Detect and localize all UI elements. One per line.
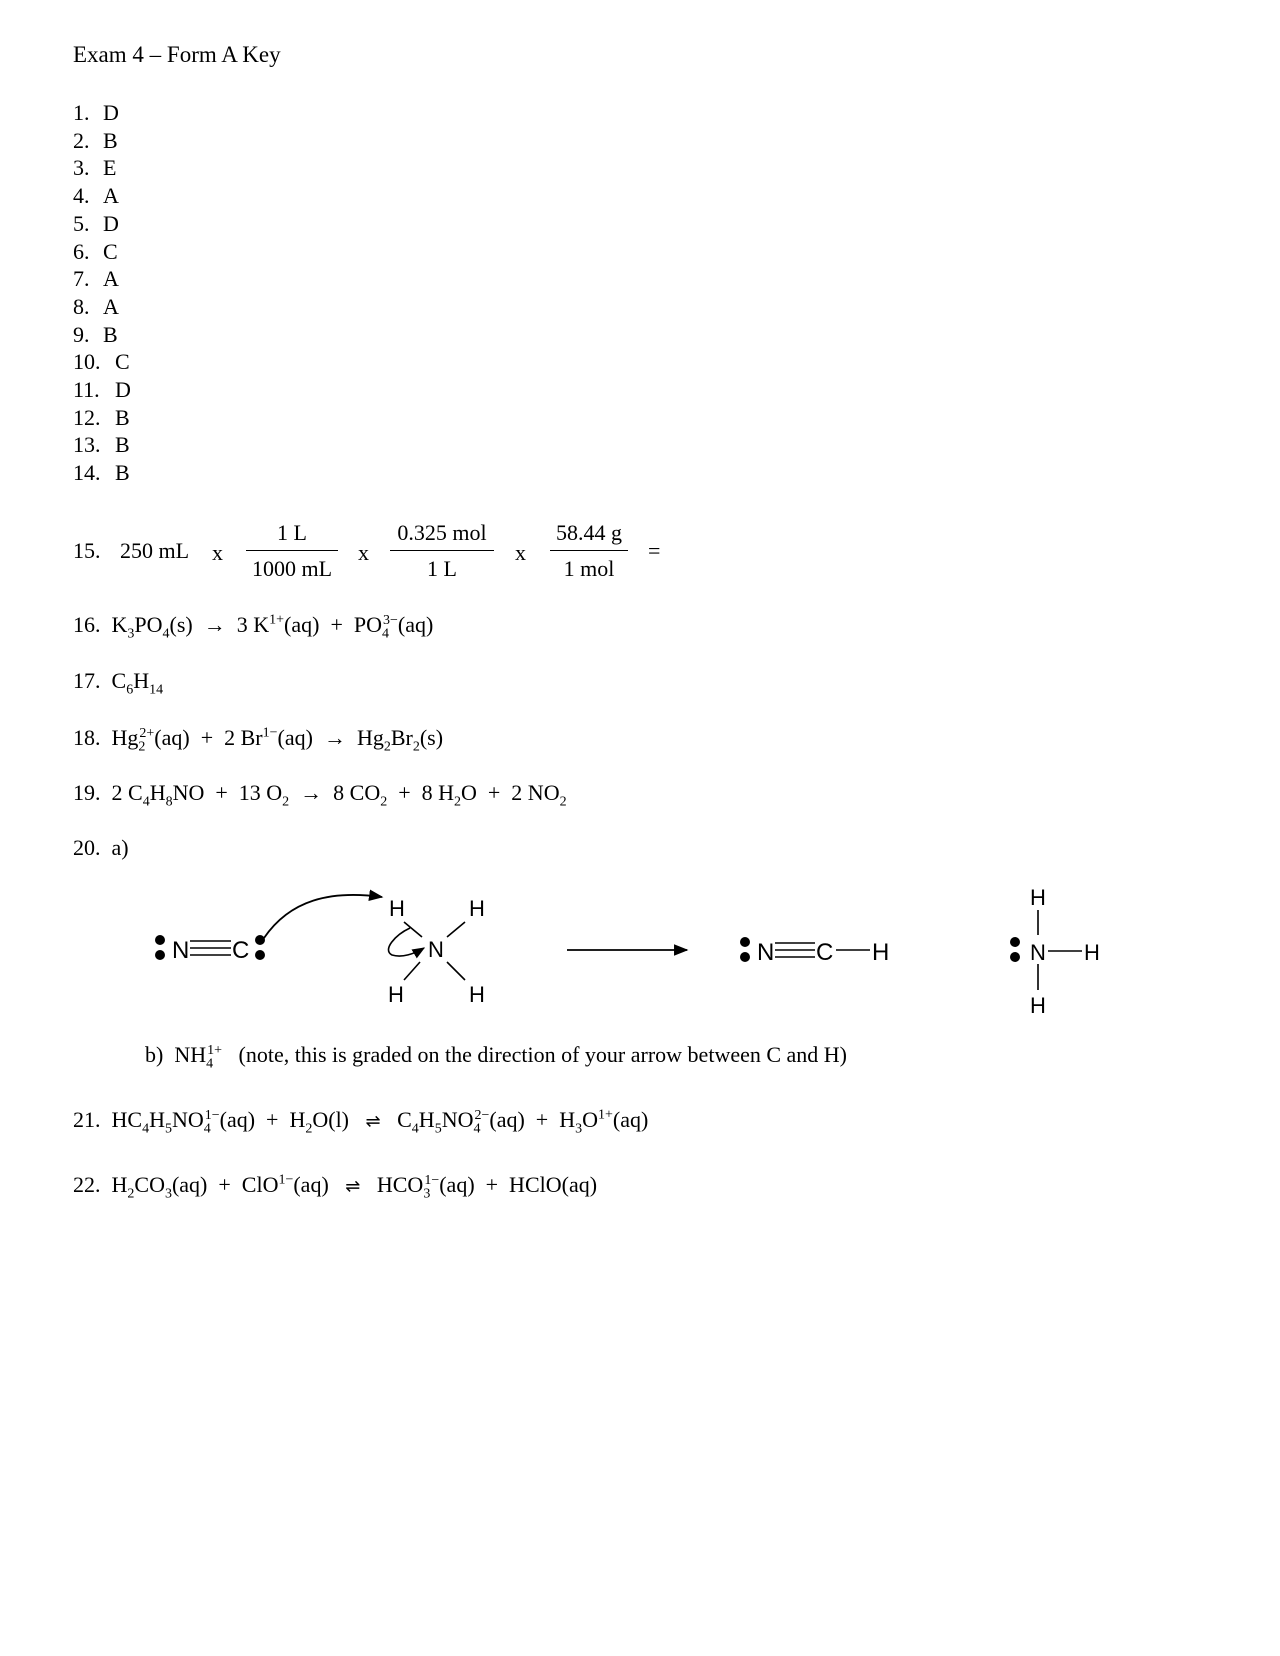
fraction-numerator: 0.325 mol (390, 520, 494, 551)
hydrogen-atom: H (1030, 993, 1046, 1018)
answer-item (73, 157, 116, 179)
ammonium-ion (388, 896, 485, 1007)
question-number: 12. (73, 404, 101, 430)
question-number: 16. (73, 612, 101, 637)
equation: $K_3PO_4(s) \to 3$ $K^{1+}(aq) + PO_4^{3-}(aq)$ (111, 612, 434, 642)
answer-item (73, 321, 118, 347)
fraction-numerator: 58.44 g (550, 520, 628, 551)
answer-item (73, 379, 131, 401)
question-number: 15. (73, 538, 101, 563)
nitrogen-atom: N (1030, 940, 1046, 965)
part-b-label: b) (145, 1042, 164, 1067)
equation: $HC_4H_5NO_4^{1-}(aq) + H_2O(l)$ ⇌ $C_4H_5NO_4^{2-}(aq) + H_3O^{1+}(aq)$ (111, 1107, 649, 1137)
nitrogen-atom: N (172, 937, 190, 964)
fraction-denominator: 1 L (427, 556, 457, 581)
question-number: 18. (73, 725, 101, 750)
fraction-denominator: 1000 mL (251, 556, 333, 581)
question-number: 1. (73, 100, 90, 125)
question-number: 7. (73, 266, 90, 292)
fraction-denominator: 1 mol (563, 556, 615, 581)
answer-letter: B (103, 127, 118, 153)
grading-note: (note, this is graded on the direction of your arrow between C and H) (238, 1042, 848, 1067)
hydrogen-atom: H (389, 896, 405, 921)
answer-letter: B (115, 460, 130, 486)
question-20 (73, 835, 129, 861)
times-sign: x (358, 540, 369, 565)
hydrogen-atom: H (1084, 940, 1100, 965)
answer-letter: C (115, 349, 130, 375)
question-17 (73, 668, 164, 698)
answer-item (73, 434, 130, 456)
hydrogen-atom: H (469, 982, 485, 1007)
answer-formula: $NH_4^{1+}$ (174, 1042, 223, 1072)
cyanide-ion (155, 935, 265, 964)
answer-item (73, 102, 119, 124)
question-number: 13. (73, 432, 101, 458)
question-number: 19. (73, 780, 101, 805)
question-number: 5. (73, 210, 90, 236)
equation: 2 $C_4H_8NO + 13$ $O_2 \to 8$ $CO_2 + 8$ $H_2O + 2$ $NO_2$ (111, 780, 567, 810)
curved-arrow-icon (264, 895, 382, 938)
question-number: 20. (73, 835, 101, 860)
question-18 (73, 725, 444, 755)
question-19 (73, 780, 567, 810)
question-number: 14. (73, 460, 101, 486)
question-number: 10. (73, 349, 101, 375)
page-title: Exam 4 – Form A Key (73, 42, 281, 67)
start-quantity: 250 mL (120, 538, 190, 563)
answer-item (73, 185, 119, 207)
answer-item (73, 127, 118, 153)
question-21 (73, 1107, 649, 1137)
ammonia (1010, 885, 1100, 1018)
question-number: 11. (73, 377, 100, 402)
carbon-atom: C (816, 939, 834, 966)
question-number: 2. (73, 127, 90, 153)
answer-item (73, 238, 118, 264)
question-number: 17. (73, 668, 101, 693)
question-20-part-b (145, 1042, 848, 1072)
conversion-factor-2 (390, 520, 494, 582)
answer-letter: A (103, 293, 119, 319)
question-number: 21. (73, 1107, 101, 1132)
times-sign: x (212, 540, 223, 565)
question-16 (73, 612, 434, 642)
equation: $Hg_2^{2+}(aq) + 2$ $Br^{1-}(aq) \to Hg_2Br_2(s)$ (111, 725, 444, 755)
answer-letter: C (103, 238, 118, 264)
question-number: 9. (73, 321, 90, 347)
hydrogen-atom: H (1030, 885, 1046, 910)
answer-letter: B (115, 432, 130, 458)
question-number: 4. (73, 183, 90, 209)
conversion-factor-1 (246, 520, 338, 582)
answer-letter: E (103, 155, 117, 181)
answer-item (73, 268, 119, 290)
hydrogen-atom: H (469, 896, 485, 921)
conversion-factor-3 (550, 520, 628, 582)
answer-letter: D (103, 100, 119, 125)
question-22 (73, 1172, 598, 1202)
answer-item (73, 210, 119, 236)
hydrogen-atom: H (872, 939, 890, 966)
question-number: 6. (73, 238, 90, 264)
answer-item (73, 404, 130, 430)
question-number: 8. (73, 293, 90, 319)
fraction-numerator: 1 L (246, 520, 338, 551)
equation: $H_2CO_3(aq) + ClO^{1-}(aq)$ ⇌ $HCO_3^{1-}(aq)$ + HClO(aq) (111, 1172, 598, 1202)
answer-letter: B (103, 321, 118, 347)
question-number: 3. (73, 155, 90, 181)
part-a-label: a) (111, 835, 129, 860)
question-number: 22. (73, 1172, 101, 1197)
curved-arrow-icon (388, 928, 424, 956)
carbon-atom: C (232, 937, 250, 964)
reaction-mechanism-diagram (0, 880, 1280, 1040)
answer-letter: A (103, 266, 119, 292)
answer-item (73, 293, 119, 319)
answer-letter: B (115, 404, 130, 430)
formula: $C_6H_{14}$ (111, 668, 164, 698)
answer-item (73, 462, 130, 484)
answer-letter: A (103, 183, 119, 209)
nitrogen-atom: N (428, 937, 444, 962)
hydrogen-atom: H (388, 982, 404, 1007)
answer-letter: D (103, 210, 119, 236)
equals-sign: = (648, 538, 661, 563)
times-sign: x (515, 540, 526, 565)
nitrogen-atom: N (757, 939, 775, 966)
hydrogen-cyanide (740, 937, 889, 966)
answer-letter: D (115, 377, 131, 402)
answer-item (73, 351, 130, 373)
